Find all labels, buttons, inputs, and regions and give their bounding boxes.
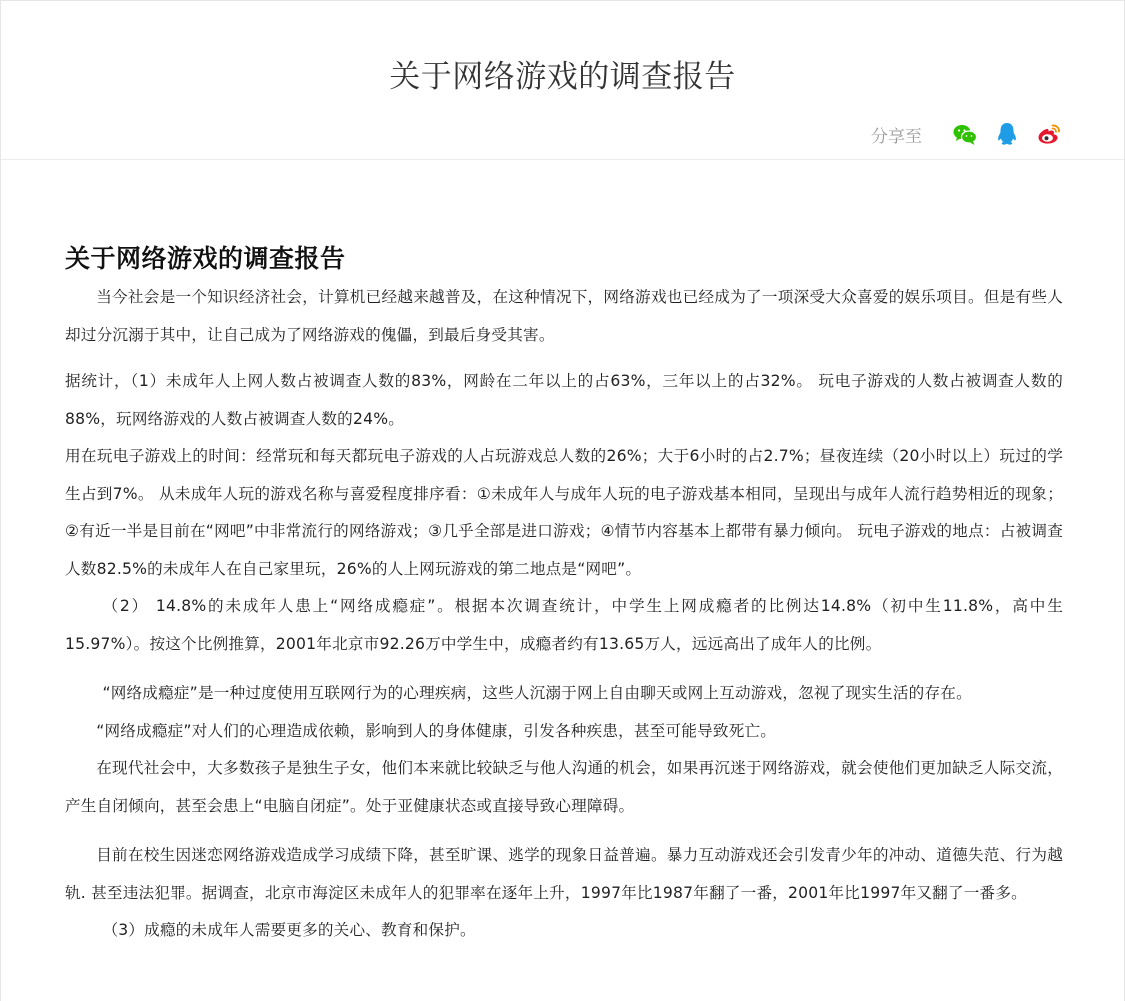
paragraph-protection: （3）成瘾的未成年人需要更多的关心、教育和保护。 [102,921,476,939]
page-title: 关于网络游戏的调查报告 [389,59,736,95]
article-header [1,1,1124,160]
weibo-icon[interactable] [1036,121,1062,147]
paragraph-crime: 目前在校生因迷恋网络游戏造成学习成绩下降，甚至旷课、逃学的现象日益普遍。暴力互动游戏还会引发青少年的冲动、道德失范、行为越轨. 甚至违法犯罪。据调查，北京市海淀区未成年人的犯罪率在逐年上升，1997年比1987年翻了一番，2001年比1997年又翻了一番多。 [65,846,1063,902]
share-label: 分享至 [871,126,922,147]
paragraph-addiction-definition: “网络成瘾症”是一种过度使用互联网行为的心理疾病，这些人沉溺于网上自由聊天或网上互动游戏，忽视了现实生活的存在。 [102,684,972,702]
share-bar [871,121,1062,147]
paragraph-statistics: 据统计，（1）未成年人上网人数占被调查人数的83%，网龄在二年以上的占63%，三年以上的占32%。 玩电子游戏的人数占被调查人数的88%，玩网络游戏的人数占被调查人数的24%。 [65,372,1063,428]
wechat-icon[interactable] [952,121,978,147]
article-body [65,239,1063,950]
paragraph-play-time: 用在玩电子游戏上的时间：经常玩和每天都玩电子游戏的人占玩游戏总人数的26%；大于6小时的占2.7%；昼夜连续（20小时以上）玩过的学生占到7%。 从未成年人玩的游戏名称与喜爱程度排序看：①未成年人与成年人玩的电子游戏基本相同，呈现出与成年人流行趋势相近的现象；②有近一半是目前在“网吧”中非常流行的网络游戏；③几乎全部是进口游戏；④情节内容基本上都带有暴力倾向。 玩电子游戏的地点：占被调查人数82.5%的未成年人在自己家里玩，26%的人上网玩游戏的第二地点是“网吧”。 [65,447,1063,578]
paragraph-addiction-rate: （2） 14.8%的未成年人患上“网络成瘾症”。根据本次调查统计，中学生上网成瘾者的比例达14.8%（初中生11.8%，高中生15.97%）。按这个比例推算，2001年北京市92.26万中学生中，成瘾者约有13.65万人，远远高出了成年人的比例。 [65,597,1063,653]
qq-icon[interactable] [994,121,1020,147]
paragraph-addiction-effects: “网络成瘾症”对人们的心理造成依赖，影响到人的身体健康，引发各种疾患，甚至可能导致死亡。 [96,721,777,740]
paragraph-intro: 当今社会是一个知识经济社会，计算机已经越来越普及，在这种情况下，网络游戏也已经成为了一项深受大众喜爱的娱乐项目。但是有些人却过分沉溺于其中，让自己成为了网络游戏的傀儡，到最后身受其害。 [65,288,1063,344]
article-heading: 关于网络游戏的调查报告 [65,244,346,273]
paragraph-autism: 在现代社会中，大多数孩子是独生子女，他们本来就比较缺乏与他人沟通的机会，如果再沉迷于网络游戏，就会使他们更加缺乏人际交流，产生自闭倾向，甚至会患上“电脑自闭症”。处于亚健康状态或直接导致心理障碍。 [65,759,1063,815]
